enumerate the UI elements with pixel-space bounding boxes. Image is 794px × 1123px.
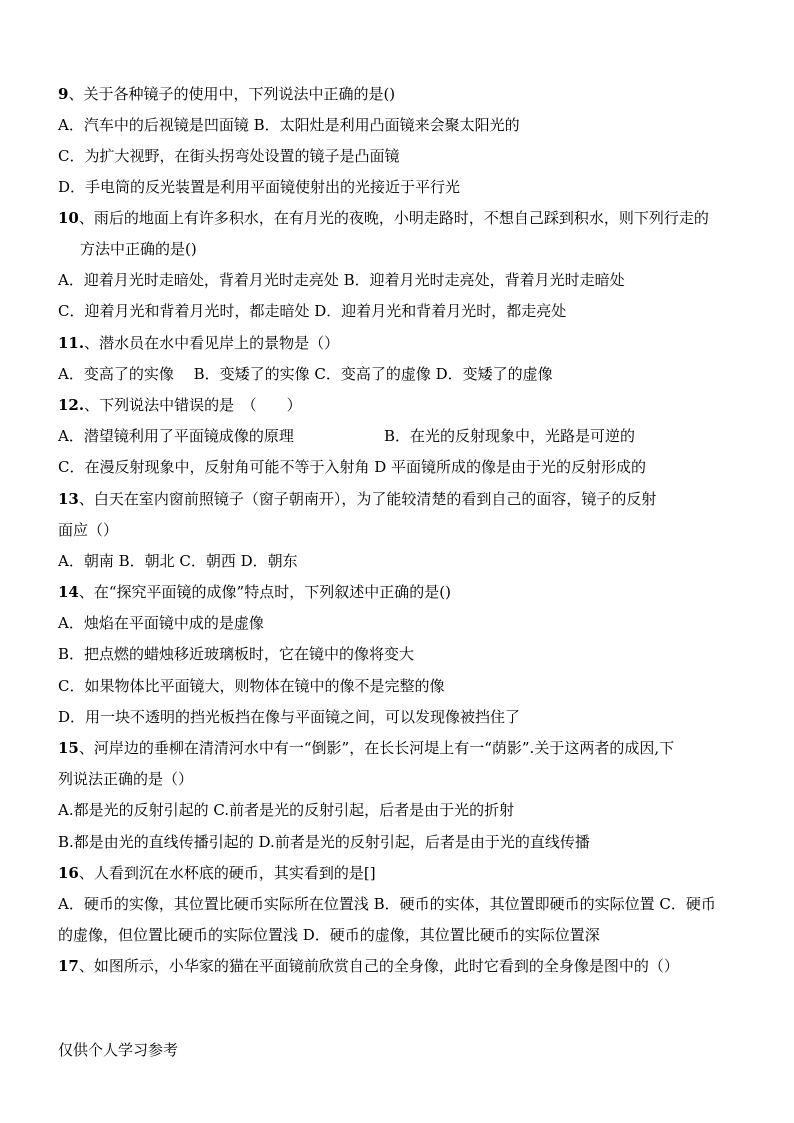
option-line: A.都是光的反射引起的 C.前者是光的反射引起，后者是由于光的折射 bbox=[58, 801, 515, 819]
option-line: C．迎着月光和背着月光时，都走暗处 D．迎着月光和背着月光时，都走亮处 bbox=[58, 302, 567, 320]
question-number: 11. bbox=[58, 334, 85, 352]
option-b: B．在光的反射现象中，光路是可逆的 bbox=[384, 427, 636, 445]
question-11 bbox=[58, 333, 748, 353]
question-stem: 、人看到沉在水杯底的硬币，其实看到的是[] bbox=[78, 864, 376, 882]
question-15 bbox=[58, 738, 748, 758]
question-10 bbox=[58, 208, 748, 228]
option-line: C．如果物体比平面镜大，则物体在镜中的像不是完整的像 bbox=[58, 677, 445, 695]
option-a: A．潜望镜利用了平面镜成像的原理 bbox=[58, 427, 294, 445]
option-line: A．烛焰在平面镜中成的是虚像 bbox=[58, 614, 264, 632]
question-stem-continued: 方法中正确的是() bbox=[80, 240, 197, 258]
option-line: A．硬币的实像，其位置比硬币实际所在位置浅 B．硬币的实体，其位置即硬币的实际位置 C．硬币 bbox=[58, 895, 716, 913]
question-stem: 、潜水员在水中看见岸上的景物是（） bbox=[84, 334, 340, 352]
question-number: 12. bbox=[58, 396, 85, 414]
question-stem: 、白天在室内窗前照镜子（窗子朝南开），为了能较清楚的看到自己的面容，镜子的反射 bbox=[78, 490, 657, 508]
page-footer: 仅供个人学习参考 bbox=[58, 1041, 179, 1059]
question-17 bbox=[58, 956, 748, 976]
option-line: C．在漫反射现象中，反射角可能不等于入射角 D 平面镜所成的像是由于光的反射形成的 bbox=[58, 458, 647, 476]
question-9 bbox=[58, 84, 748, 104]
option-line: A．朝南 B．朝北 C．朝西 D．朝东 bbox=[58, 552, 298, 570]
question-number: 9 bbox=[58, 85, 69, 103]
question-stem: 、雨后的地面上有许多积水，在有月光的夜晚，小明走路时，不想自己踩到积水，则下列行走的 bbox=[78, 209, 709, 227]
question-stem: 、下列说法中错误的是 （ ） bbox=[84, 396, 302, 414]
question-stem-continued: 列说法正确的是（） bbox=[58, 770, 194, 788]
option-line: A．迎着月光时走暗处，背着月光时走亮处 B．迎着月光时走亮处，背着月光时走暗处 bbox=[58, 271, 625, 289]
option-line: D．手电筒的反光装置是利用平面镜使射出的光接近于平行光 bbox=[58, 178, 461, 196]
question-number: 15 bbox=[58, 739, 79, 757]
question-stem: 、如图所示，小华家的猫在平面镜前欣赏自己的全身像，此时它看到的全身像是图中的（） bbox=[78, 957, 679, 975]
question-number: 14 bbox=[58, 583, 79, 601]
question-stem: 、在“探究平面镜的成像”特点时，下列叙述中正确的是() bbox=[78, 583, 451, 601]
question-16 bbox=[58, 863, 748, 883]
option-line: B．把点燃的蜡烛移近玻璃板时，它在镜中的像将变大 bbox=[58, 645, 415, 663]
option-line bbox=[58, 426, 748, 446]
question-number: 13 bbox=[58, 490, 79, 508]
question-12 bbox=[58, 395, 748, 415]
option-line: C．为扩大视野，在街头拐弯处设置的镜子是凸面镜 bbox=[58, 147, 400, 165]
option-line: A．变高了的实像 B．变矮了的实像 C．变高了的虚像 D．变矮了的虚像 bbox=[58, 365, 553, 383]
option-line: B.都是由光的直线传播引起的 D.前者是光的反射引起，后者是由于光的直线传播 bbox=[58, 833, 590, 851]
option-line: 的虚像，但位置比硬币的实际位置浅 D．硬币的虚像，其位置比硬币的实际位置深 bbox=[58, 926, 600, 944]
question-number: 17 bbox=[58, 957, 79, 975]
option-line: A．汽车中的后视镜是凹面镜 B．太阳灶是利用凸面镜来会聚太阳光的 bbox=[58, 116, 520, 134]
question-13 bbox=[58, 489, 748, 509]
question-number: 16 bbox=[58, 864, 79, 882]
question-number: 10 bbox=[58, 209, 79, 227]
question-stem: 、河岸边的垂柳在清清河水中有一“倒影”，在长长河堤上有一“荫影”.关于这两者的成因,下 bbox=[78, 739, 675, 757]
option-line: D．用一块不透明的挡光板挡在像与平面镜之间，可以发现像被挡住了 bbox=[58, 708, 521, 726]
question-14 bbox=[58, 582, 748, 602]
question-stem-continued: 面应（） bbox=[58, 521, 119, 539]
question-stem: 、关于各种镜子的使用中，下列说法中正确的是() bbox=[68, 85, 396, 103]
